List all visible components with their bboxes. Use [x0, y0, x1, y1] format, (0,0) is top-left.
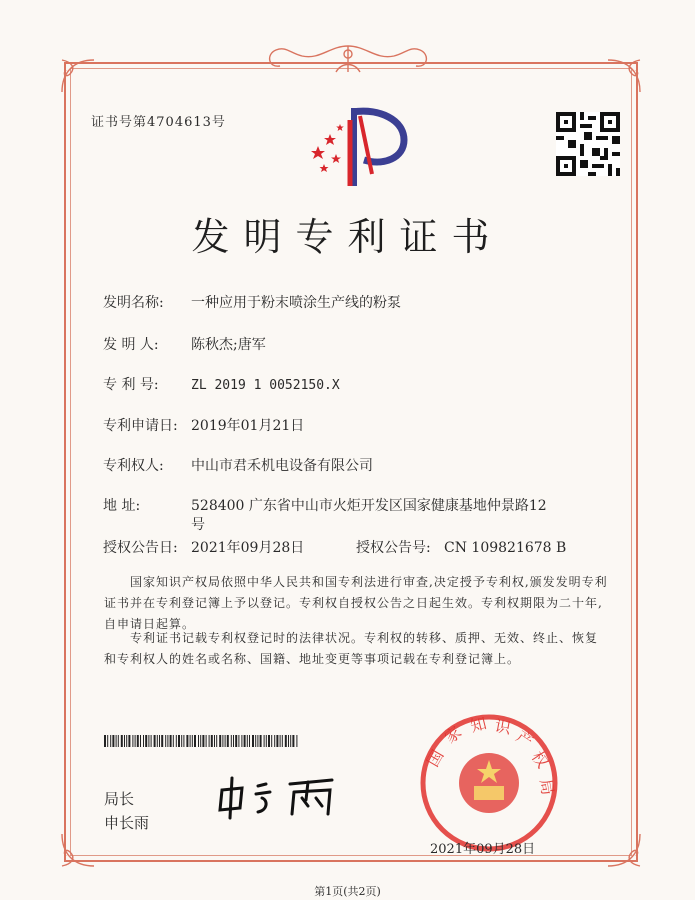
legal-status-paragraph: 专利证书记载专利权登记时的法律状况。专利权的转移、质押、无效、终止、恢复和专利权人的姓名或名称、国籍、地址变更等事项记载在专利登记簿上。	[104, 631, 599, 666]
qr-code-icon	[556, 112, 620, 176]
field-label: 专 利 号:	[103, 377, 159, 393]
corner-ornament-bottom-right	[604, 830, 644, 870]
field-value: 一种应用于粉末喷涂生产线的粉泵	[191, 295, 401, 311]
field-label: 发明名称:	[103, 295, 164, 311]
field-label: 授权公告号:	[356, 540, 431, 556]
field-application-date	[103, 415, 304, 435]
field-label: 专利申请日:	[103, 418, 178, 434]
barcode-icon	[104, 735, 300, 747]
svg-text:产: 产	[512, 726, 537, 752]
page-number: 第1页(共2页)	[314, 885, 381, 898]
field-patent-number	[103, 374, 340, 394]
svg-text:家: 家	[440, 722, 466, 748]
certificate-number: 证书号第4704613号	[91, 115, 226, 130]
corner-ornament-bottom-left	[58, 830, 98, 870]
svg-text:国: 国	[423, 746, 448, 770]
field-label: 授权公告日:	[103, 540, 178, 556]
field-label: 专利权人:	[103, 458, 164, 474]
corner-ornament-top-right	[604, 56, 644, 96]
field-value: 陈秋杰;唐军	[191, 337, 266, 353]
field-inventor	[103, 334, 266, 354]
seal-date: 2021年09月28日	[430, 842, 536, 857]
field-grant-number	[356, 537, 566, 557]
field-value: ZL 2019 1 0052150.X	[191, 378, 340, 393]
field-label: 发 明 人:	[103, 337, 159, 353]
signatory-name: 申长雨	[104, 814, 150, 832]
svg-text:识: 识	[493, 716, 513, 738]
field-invention-name	[103, 292, 401, 312]
certificate-title: 发明专利证书	[191, 215, 504, 259]
field-patentee	[103, 455, 373, 475]
field-value: 528400 广东省中山市火炬开发区国家健康基地仲景路12	[191, 498, 547, 514]
field-value: 2021年09月28日	[191, 540, 305, 556]
signatory-title: 局长	[104, 790, 135, 808]
field-label: 地 址:	[103, 498, 141, 514]
field-address-line2: 号	[191, 517, 205, 533]
official-seal-icon	[418, 712, 560, 854]
handwritten-signature	[212, 770, 362, 820]
top-ornament	[250, 42, 446, 76]
field-value: 2019年01月21日	[191, 418, 305, 434]
svg-text:权: 权	[527, 747, 553, 772]
field-value: 中山市君禾机电设备有限公司	[191, 458, 373, 474]
field-value: CN 109821678 B	[444, 540, 567, 556]
svg-text:局: 局	[536, 777, 558, 797]
grant-statement-paragraph: 国家知识产权局依照中华人民共和国专利法进行审查,决定授予专利权,颁发发明专利证书并在专利登记簿上予以登记。专利权自授权公告之日起生效。专利权期限为二十年,自申请日起算。	[104, 575, 608, 631]
svg-text:知: 知	[468, 713, 489, 736]
corner-ornament-top-left	[58, 56, 98, 96]
field-address	[103, 495, 547, 515]
field-grant-date	[103, 537, 304, 557]
cnipa-logo-icon	[306, 102, 410, 188]
